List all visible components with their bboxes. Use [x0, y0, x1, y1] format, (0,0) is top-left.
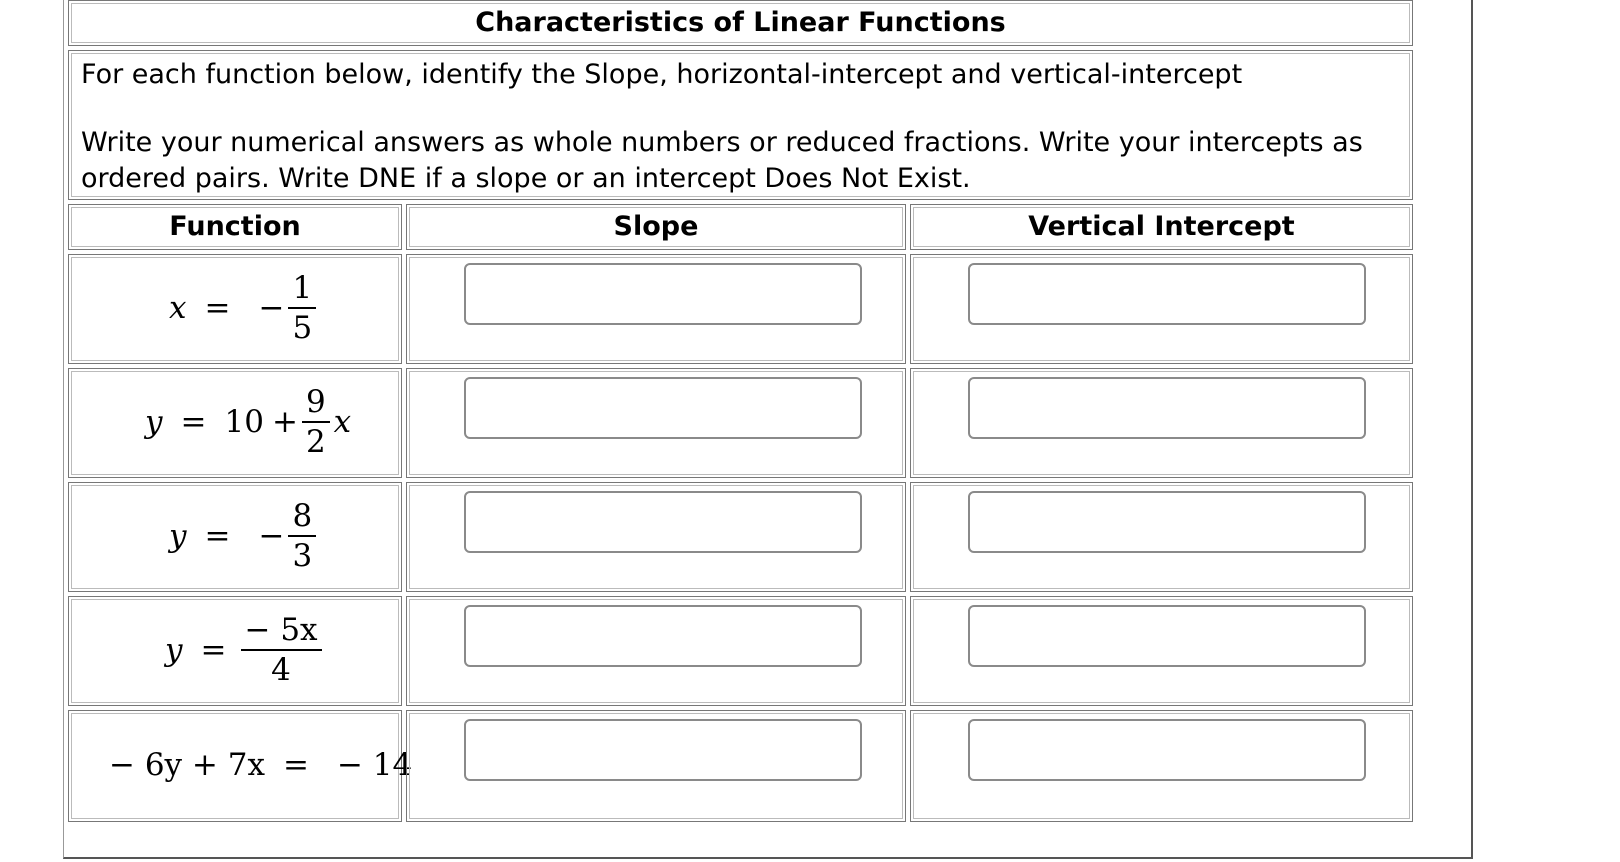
function-cell-2 [68, 368, 402, 478]
equals-sign: = [282, 747, 309, 783]
fraction [241, 611, 322, 689]
vertical-intercept-cell-5 [910, 710, 1413, 822]
equals-sign: = [204, 290, 231, 326]
function-cell-3 [68, 482, 402, 592]
fraction-numerator: 9 [305, 384, 326, 420]
slope-cell-1 [406, 254, 906, 364]
slope-cell-2 [406, 368, 906, 478]
function-lhs-expression: − 6y + 7x [109, 747, 265, 783]
header-slope: Slope [613, 211, 699, 242]
vertical-intercept-cell-2 [910, 368, 1413, 478]
vertical-intercept-input-3[interactable] [968, 491, 1366, 553]
function-cell-5 [68, 710, 413, 822]
slope-input-3[interactable] [464, 491, 862, 553]
equals-sign: = [180, 404, 207, 440]
function-lhs: y [169, 518, 187, 554]
fraction-denominator: 4 [271, 652, 291, 688]
fraction [288, 497, 316, 575]
slope-input-1[interactable] [464, 263, 862, 325]
fraction-numerator: 1 [292, 270, 313, 306]
function-rhs: − 14 [336, 747, 413, 783]
vertical-intercept-input-5[interactable] [968, 719, 1366, 781]
slope-cell-5 [406, 710, 906, 822]
function-lhs: y [145, 404, 163, 440]
equals-sign: = [204, 518, 231, 554]
function-expression-2 [145, 383, 351, 461]
table-title-cell [68, 0, 1413, 46]
function-expression-3 [169, 497, 320, 575]
slope-cell-4 [406, 596, 906, 706]
fraction-numerator: 8 [292, 498, 313, 534]
instructions-line-1: For each function below, identify the Slope, horizontal-intercept and vertical-intercept [81, 59, 1243, 90]
header-vertical-intercept-cell [910, 204, 1413, 250]
constant-term: 10 [224, 404, 264, 440]
header-function-cell [68, 204, 402, 250]
function-lhs: y [165, 632, 183, 668]
function-expression-1 [169, 269, 320, 347]
vertical-intercept-cell-1 [910, 254, 1413, 364]
fraction-denominator: 3 [292, 538, 313, 574]
fraction-denominator: 2 [305, 424, 326, 460]
linear-functions-table [63, 0, 1473, 859]
minus-sign: − [258, 518, 285, 554]
slope-input-4[interactable] [464, 605, 862, 667]
table-title: Characteristics of Linear Functions [475, 7, 1006, 38]
plus-sign: + [271, 404, 298, 440]
vertical-intercept-cell-4 [910, 596, 1413, 706]
function-cell-1 [68, 254, 402, 364]
fraction [288, 269, 316, 347]
function-expression-4 [165, 611, 326, 689]
instructions-line-2: Write your numerical answers as whole numbers or reduced fractions. Write your intercepts as ordered pairs. Write DNE if a slope or an intercept Does Not Exist. [81, 127, 1363, 194]
header-slope-cell [406, 204, 906, 250]
function-variable: x [333, 404, 352, 440]
function-cell-4 [68, 596, 402, 706]
instructions-cell [68, 50, 1413, 200]
vertical-intercept-input-1[interactable] [968, 263, 1366, 325]
fraction [302, 383, 330, 461]
function-lhs: x [169, 290, 187, 326]
minus-sign: − [258, 290, 285, 326]
equals-sign: = [200, 632, 227, 668]
vertical-intercept-input-4[interactable] [968, 605, 1366, 667]
vertical-intercept-input-2[interactable] [968, 377, 1366, 439]
fraction-numerator: − 5x [244, 612, 318, 648]
slope-input-2[interactable] [464, 377, 862, 439]
header-function: Function [169, 211, 301, 242]
header-vertical-intercept: Vertical Intercept [1028, 211, 1295, 242]
vertical-intercept-cell-3 [910, 482, 1413, 592]
fraction-denominator: 5 [292, 310, 313, 346]
slope-cell-3 [406, 482, 906, 592]
slope-input-5[interactable] [464, 719, 862, 781]
function-expression-5 [109, 747, 412, 783]
